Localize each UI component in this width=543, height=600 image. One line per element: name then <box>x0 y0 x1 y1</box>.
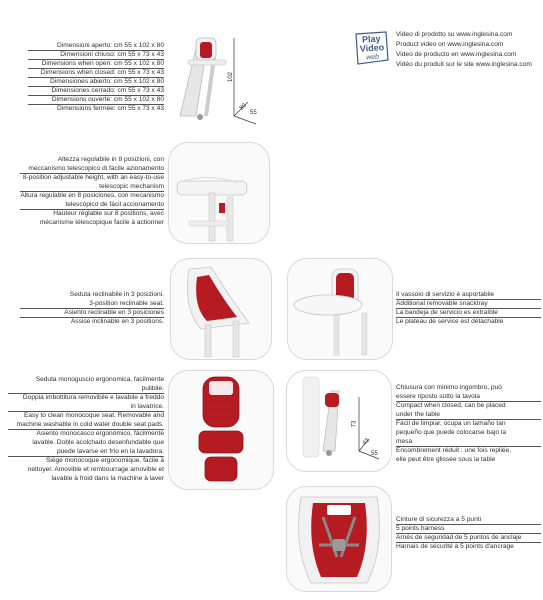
fold-line: essere riposto sotto la tavola <box>396 393 541 402</box>
seat-line: Asiento monocasco ergonómico, fácilmente <box>36 430 164 437</box>
tray-image <box>287 258 393 360</box>
video-link[interactable]: Product video on www.inglesina.com <box>396 41 504 48</box>
fold-line: under the table <box>396 411 541 420</box>
recline-image <box>170 258 272 360</box>
fold-line: Encombrement réduit : une fois repliée, <box>396 447 512 454</box>
fold-line: Fácil de limpiar, ocupa un tamaño tan <box>396 420 506 427</box>
dim-line: Dimensiones abierto: cm 55 x 102 x 80 <box>28 78 164 87</box>
fold-height-label: 73 <box>351 420 358 428</box>
fold-depth-label: 43 <box>361 437 371 447</box>
height-line: Hauteur réglable sur 8 positions, avec <box>53 210 164 217</box>
video-link[interactable]: Vidéo du produit sur le site www.inglesina.com <box>396 61 532 68</box>
dim-width-label: 55 <box>250 110 257 116</box>
harness-line: 5 points harness <box>396 525 541 534</box>
badge-text: Play Video web <box>359 33 385 62</box>
tray-line: Le plateau de service est détachable <box>396 318 504 325</box>
harness-line: Cinture di sicurezza a 5 punti <box>396 516 541 525</box>
seat-pad-image <box>168 370 274 490</box>
dim-line: Dimensiones cerrado: cm 55 x 73 x 43 <box>28 87 164 96</box>
seat-line: Easy to clean monocoque seat. Removable and <box>23 412 164 419</box>
dim-line: Dimensions when open: cm 55 x 102 x 80 <box>28 60 164 69</box>
harness-text <box>396 516 541 556</box>
seat-line: machine washable in cold water double seat pads. <box>8 421 164 430</box>
seat-line: nettoyer. Amovible et rembourrage amovible et <box>27 466 164 473</box>
harness-image <box>286 486 392 592</box>
height-adjust-image <box>168 142 270 244</box>
height-line: meccanismo telescopico di facile azionamento <box>20 165 164 174</box>
seat-line: puede lavarse en frío en la lavadora. <box>8 448 164 457</box>
dim-line: Dimensions fermée: cm 55 x 73 x 43 <box>56 105 164 112</box>
seat-line: Siège monocoque ergonomique, facile à <box>45 457 164 464</box>
fold-text <box>396 384 541 470</box>
height-line: Altezza regolabile in 8 posizioni, con <box>57 156 164 163</box>
tray-line: La bandeja de servicio es extraíble <box>396 309 541 318</box>
dim-height-label: 102 <box>228 71 235 83</box>
recline-text <box>20 291 164 331</box>
fold-line: Compact when closed, can be placed <box>396 402 506 409</box>
height-line: mécanisme télescopique facile à actionner <box>39 219 164 226</box>
tray-text <box>396 291 541 331</box>
height-adjust-text <box>20 156 164 236</box>
dim-line: Dimensions ouverte: cm 55 x 102 x 80 <box>28 96 164 105</box>
seat-line: Seduta monoguscio ergonomica, facilmente <box>35 376 164 383</box>
fold-width-label: 55 <box>371 451 378 457</box>
seat-text <box>8 376 164 488</box>
seat-line: lavable. Doble acolchado desenfundable que <box>32 439 164 446</box>
dim-line: Dimensioni chiuso: cm 55 x 73 x 43 <box>28 51 164 60</box>
dim-line: Dimensions when closed: cm 55 x 73 x 43 <box>28 69 164 78</box>
play-video-web-logo <box>352 30 390 66</box>
height-line: telescopic mechanism <box>20 183 164 192</box>
recline-line: 3-position reclinable seat. <box>20 300 164 309</box>
dimensions-image <box>170 28 270 126</box>
fold-line: pequeño que puede colocarse bajo la <box>396 429 506 436</box>
seat-line: lavable à froid dans la machine à laver <box>51 475 164 482</box>
dim-depth-label: 80 <box>238 102 248 112</box>
height-line: 8-position adjustable height, with an easy-to-use <box>22 174 164 181</box>
dimensions-text <box>28 42 164 122</box>
tray-line: Additional removable snacktray <box>396 300 541 309</box>
height-line: telescópico de fácil accionamento <box>20 201 164 210</box>
height-line: Altura regulable en 8 posiciones, con mecanismo <box>20 192 164 199</box>
harness-line: Harnais de sécurité à 5 points d'ancrage <box>396 543 514 550</box>
fold-line: elle peut être glissée sous la table <box>396 456 496 463</box>
fold-line: mesa <box>396 438 541 447</box>
video-link[interactable]: Video de producto en www.inglesina.com <box>396 51 517 58</box>
fold-image <box>286 370 392 472</box>
video-link[interactable]: Video di prodotto su www.inglesina.com <box>396 31 513 38</box>
video-links <box>396 30 541 70</box>
fold-line: Chiusura con minimo ingombro, può <box>396 384 502 391</box>
recline-line: Asiento reclinable en 3 posiciones <box>20 309 164 318</box>
tray-line: Il vassoio di servizio è asportabile <box>396 291 541 300</box>
recline-line: Assise inclinable en 3 positions. <box>70 318 164 325</box>
recline-line: Seduta reclinabile in 3 posizioni. <box>69 291 164 298</box>
seat-line: in lavatrice. <box>8 403 164 412</box>
harness-line: Arnés de seguridad de 5 puntos de anclaje <box>396 534 541 543</box>
seat-line: pulibile. <box>8 385 164 394</box>
seat-line: Doppia imbottitura removibile e lavabile a freddo <box>22 394 164 401</box>
dim-line: Dimensioni aperto: cm 55 x 102 x 80 <box>28 42 164 51</box>
